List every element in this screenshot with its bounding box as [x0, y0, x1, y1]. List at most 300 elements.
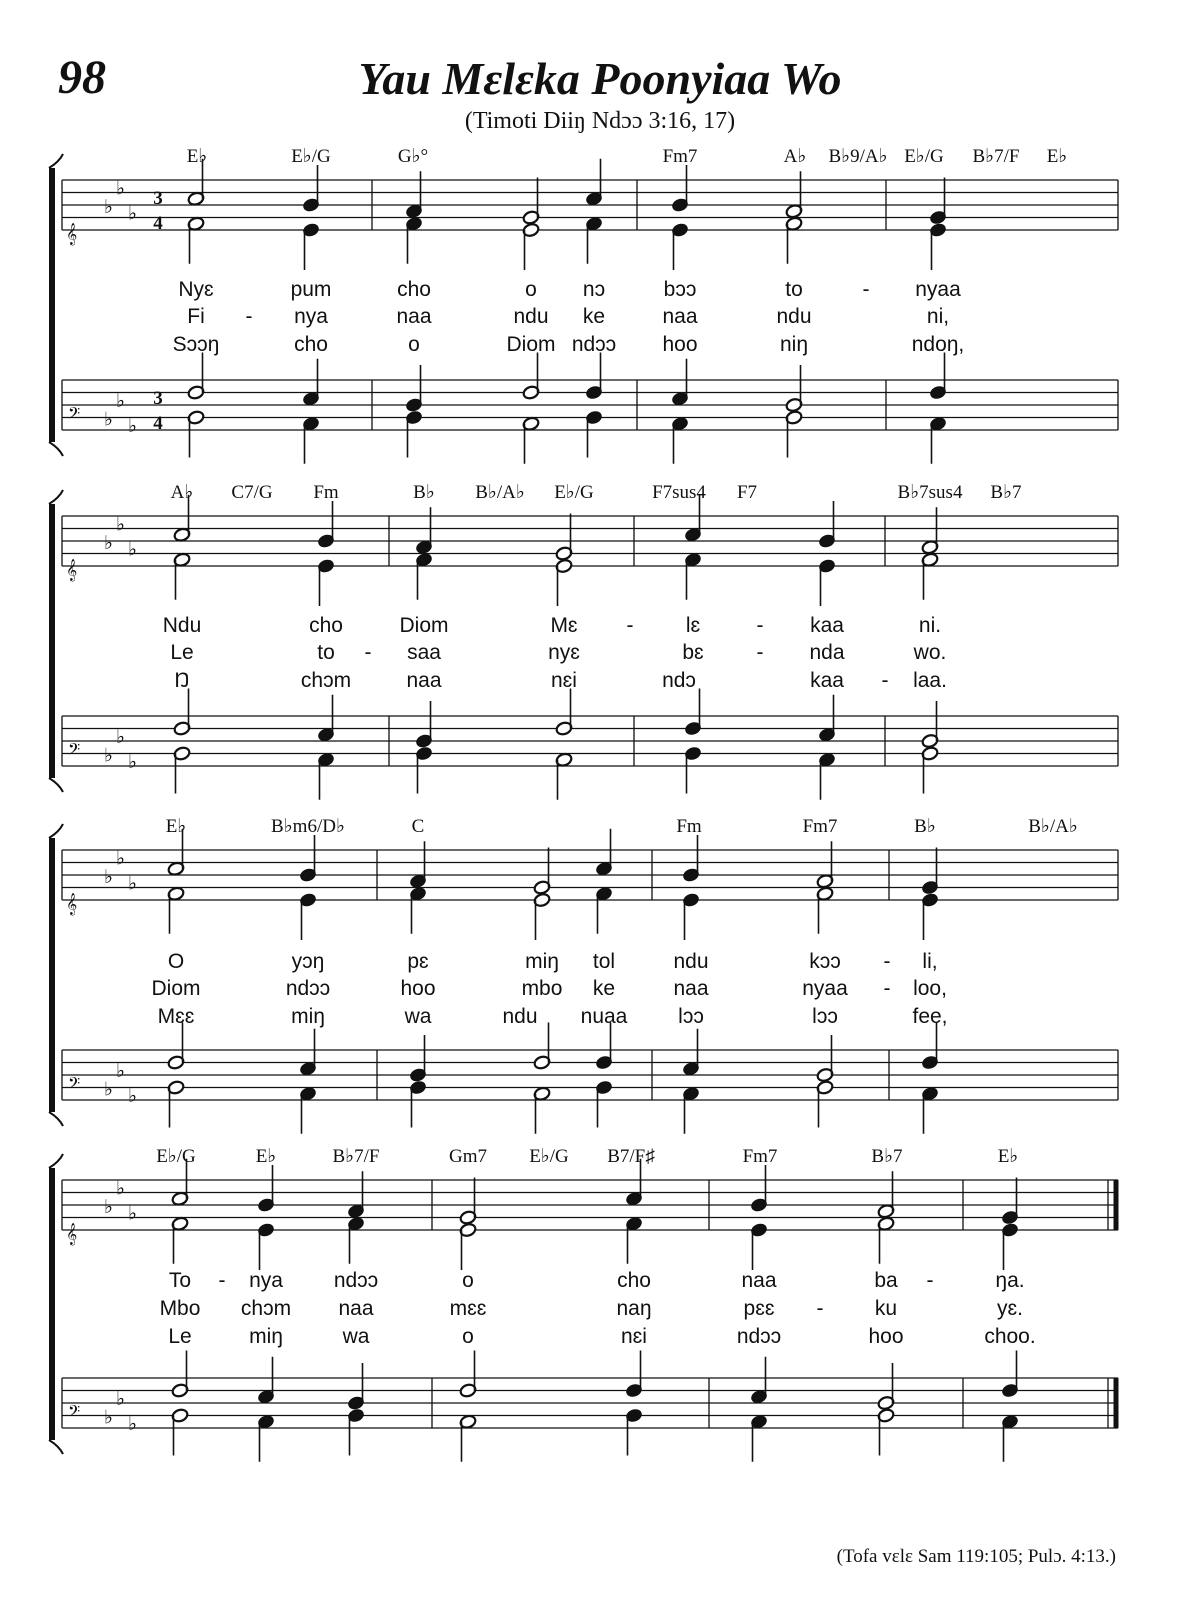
treble-clef-icon: 𝄞	[66, 224, 78, 245]
bass-note	[921, 746, 939, 794]
lyric-syllable: kɔɔ	[809, 950, 841, 973]
lyric-syllable: o	[462, 1325, 474, 1348]
key-signature-flat: ♭	[128, 1413, 137, 1435]
alto-note	[595, 886, 613, 934]
lyric-syllable: mɛɛ	[449, 1297, 487, 1320]
hymn-title: Yau Mɛlɛka Poonyiaa Wo	[358, 53, 842, 104]
soprano-note	[921, 848, 939, 896]
tenor-note	[750, 1357, 768, 1405]
lyric-syllable: kaa	[810, 669, 844, 692]
alto-note	[459, 1222, 477, 1270]
key-signature-flat: ♭	[128, 415, 137, 437]
lyric-syllable: nyaa	[915, 278, 961, 301]
soprano-note	[533, 848, 551, 896]
key-signature-flat: ♭	[104, 867, 113, 888]
lyric-syllable: ndu	[513, 305, 549, 328]
lyric-syllable: to	[317, 641, 335, 664]
key-signature-flat: ♭	[116, 726, 125, 748]
lyric-syllable: ndu	[776, 305, 812, 328]
bass-note	[1001, 1414, 1019, 1462]
lyric-syllable: lɔɔ	[812, 1005, 838, 1028]
key-signature-flat: ♭	[128, 203, 137, 225]
bass-note	[671, 416, 689, 464]
tenor-note	[671, 359, 689, 407]
lyric-syllable: naa	[673, 977, 709, 1000]
lyric-syllable: lɛ	[685, 614, 701, 637]
soprano-note	[257, 1165, 275, 1213]
key-signature-flat: ♭	[128, 539, 137, 561]
chord-symbol: E♭	[1046, 146, 1068, 167]
bass-note	[405, 410, 423, 458]
lyric-syllable: fee,	[912, 1005, 948, 1028]
chord-symbol: B♭7/F	[972, 146, 1020, 167]
tenor-note	[257, 1357, 275, 1405]
lyric-syllable: -	[881, 669, 889, 692]
key-signature-flat: ♭	[128, 751, 137, 773]
lyric-syllable: miŋ	[291, 1005, 325, 1028]
tenor-note	[187, 353, 205, 401]
tenor-note	[585, 353, 603, 401]
alto-note	[173, 552, 191, 600]
lyric-syllable: nya	[294, 305, 328, 328]
alto-note	[555, 558, 573, 606]
bass-note	[750, 1414, 768, 1462]
chord-symbol: Gm7	[449, 1146, 487, 1167]
tenor-note	[785, 365, 803, 413]
lyric-syllable: Nyɛ	[178, 278, 214, 301]
lyric-syllable: ndoŋ,	[911, 333, 965, 356]
lyric-syllable: -	[883, 977, 891, 1000]
key-signature-flat: ♭	[116, 390, 125, 412]
bass-clef-icon: 𝄢	[68, 1403, 81, 1425]
chord-symbol: B♭7	[990, 482, 1022, 503]
lyric-syllable: naa	[406, 669, 442, 692]
key-signature-flat: ♭	[104, 745, 113, 767]
lyric-syllable: Ndu	[162, 614, 202, 637]
bass-note	[167, 1080, 185, 1128]
tenor-note	[877, 1363, 895, 1411]
tenor-note	[459, 1351, 477, 1399]
chord-symbol: E♭/G	[156, 1146, 196, 1167]
lyric-syllable: choo.	[984, 1325, 1036, 1348]
lyric-syllable: nɛi	[551, 669, 577, 692]
soprano-note	[682, 835, 700, 883]
alto-note	[750, 1222, 768, 1270]
key-signature-flat: ♭	[116, 514, 125, 536]
alto-note	[302, 222, 320, 270]
tenor-note	[415, 701, 433, 749]
lyric-syllable: ndɔɔ	[333, 1269, 379, 1292]
bass-note	[299, 1086, 317, 1134]
soprano-note	[877, 1171, 895, 1219]
alto-note	[415, 552, 433, 600]
lyric-syllable: wo.	[913, 641, 947, 664]
bass-note	[585, 410, 603, 458]
chord-symbol: G♭°	[397, 146, 429, 167]
soprano-note	[302, 165, 320, 213]
key-signature-flat: ♭	[104, 533, 113, 554]
soprano-note	[585, 159, 603, 207]
lyric-syllable: -	[862, 278, 870, 301]
soprano-note	[929, 178, 947, 226]
chord-symbol: B♭7sus4	[897, 482, 963, 503]
lyric-syllable: ndu	[502, 1005, 538, 1028]
tenor-note	[522, 353, 540, 401]
tenor-note	[405, 365, 423, 413]
lyric-syllable: ni.	[918, 614, 942, 637]
chord-symbol: E♭/G	[904, 146, 944, 167]
lyric-syllable: ndɔɔ	[285, 977, 331, 1000]
lyric-syllable: yɛ.	[997, 1297, 1023, 1320]
chord-symbol: E♭	[186, 146, 208, 167]
tenor-note	[921, 1023, 939, 1071]
footnote: (Tofa vɛlɛ Sam 119:105; Pulɔ. 4:13.)	[836, 1546, 1116, 1567]
lyric-syllable: ku	[874, 1297, 898, 1320]
bass-note	[555, 752, 573, 800]
key-signature-flat: ♭	[104, 409, 113, 431]
chord-symbol: E♭	[997, 1146, 1019, 1167]
soprano-note	[409, 841, 427, 889]
key-signature-flat: ♭	[104, 1407, 113, 1429]
alto-note	[1001, 1222, 1019, 1270]
bracket-hook	[49, 778, 63, 792]
lyric-syllable: naa	[396, 305, 432, 328]
lyric-syllable: laa.	[913, 669, 947, 692]
key-signature-flat: ♭	[128, 1203, 137, 1225]
lyric-syllable: -	[364, 641, 372, 664]
alto-note	[921, 892, 939, 940]
bracket-hook	[49, 154, 63, 168]
lyric-syllable: -	[245, 305, 253, 328]
bass-note	[173, 746, 191, 794]
alto-note	[877, 1216, 895, 1264]
lyric-syllable: pum	[290, 278, 332, 301]
tenor-note	[818, 695, 836, 743]
lyric-syllable: Mɛɛ	[157, 1005, 195, 1028]
alto-note	[187, 216, 205, 264]
soprano-note	[1001, 1178, 1019, 1226]
tenor-note	[682, 1029, 700, 1077]
chord-symbol: E♭	[255, 1146, 277, 1167]
lyric-syllable: naa	[741, 1269, 777, 1292]
time-signature-top: 3	[153, 388, 163, 409]
key-signature-flat: ♭	[104, 1079, 113, 1101]
chord-symbol: E♭/G	[529, 1146, 569, 1167]
lyric-syllable: yɔŋ	[291, 950, 325, 973]
lyric-syllable: ndu	[673, 950, 709, 973]
alto-note	[818, 558, 836, 606]
key-signature-flat: ♭	[104, 1197, 113, 1218]
tenor-note	[625, 1351, 643, 1399]
bass-note	[257, 1414, 275, 1462]
key-signature-flat: ♭	[116, 1060, 125, 1082]
lyric-syllable: ke	[592, 977, 616, 1000]
lyric-syllable: nɔ	[582, 278, 606, 301]
bass-clef-icon: 𝄢	[68, 1075, 81, 1097]
chord-symbol: E♭/G	[291, 146, 331, 167]
lyric-syllable: pɛɛ	[743, 1297, 775, 1320]
lyric-syllable: loo,	[913, 977, 947, 1000]
lyric-syllable: ke	[582, 305, 606, 328]
key-signature-flat: ♭	[116, 1178, 125, 1200]
alto-note	[347, 1216, 365, 1264]
bracket-hook	[49, 1440, 63, 1454]
chord-symbol: Fm7	[742, 1146, 778, 1167]
alto-note	[682, 892, 700, 940]
alto-note	[921, 552, 939, 600]
treble-clef-icon: 𝄞	[66, 894, 78, 915]
lyric-syllable: to	[785, 278, 803, 301]
lyric-syllable: ndɔɔ	[736, 1325, 782, 1348]
lyric-syllable: wa	[404, 1005, 432, 1028]
lyric-syllable: Mɛ	[550, 614, 578, 637]
lyric-syllable: ni,	[926, 305, 950, 328]
chord-symbol: Fm7	[662, 146, 698, 167]
bass-note	[625, 1408, 643, 1456]
soprano-note	[785, 171, 803, 219]
tenor-note	[173, 689, 191, 737]
key-signature-flat: ♭	[128, 1085, 137, 1107]
chord-symbol: E♭	[165, 816, 187, 837]
chord-symbol: B♭/A♭	[1028, 816, 1078, 837]
bass-note	[921, 1086, 939, 1134]
lyric-syllable: nuaa	[580, 1005, 628, 1028]
lyric-syllable: naŋ	[616, 1297, 652, 1320]
soprano-note	[522, 178, 540, 226]
lyric-syllable: naa	[338, 1297, 374, 1320]
soprano-note	[555, 514, 573, 562]
tenor-note	[302, 359, 320, 407]
lyric-syllable: Le	[168, 1325, 192, 1348]
bass-note	[409, 1080, 427, 1128]
bass-clef-icon: 𝄢	[68, 741, 81, 763]
lyric-syllable: Fi	[187, 305, 205, 328]
lyric-syllable: ŋa.	[995, 1269, 1025, 1292]
tenor-note	[921, 701, 939, 749]
time-signature-bottom: 4	[153, 213, 163, 234]
bass-note	[317, 752, 335, 800]
lyric-syllable: pɛ	[407, 950, 429, 973]
lyric-syllable: Ŋ	[174, 669, 190, 692]
lyric-syllable: hoo	[400, 977, 436, 1000]
lyric-syllable: bɛ	[682, 641, 704, 664]
lyric-syllable: mbo	[521, 977, 563, 1000]
tenor-note	[816, 1035, 834, 1083]
bass-note	[595, 1080, 613, 1128]
tenor-note	[299, 1029, 317, 1077]
bass-note	[684, 746, 702, 794]
chord-symbol: B♭7/F	[332, 1146, 380, 1167]
lyric-syllable: nyaa	[802, 977, 848, 1000]
alto-note	[167, 886, 185, 934]
chord-symbol: Fm7	[802, 816, 838, 837]
lyric-syllable: Le	[170, 641, 194, 664]
soprano-note	[299, 835, 317, 883]
lyric-syllable: -	[626, 614, 634, 637]
bass-note	[302, 416, 320, 464]
tenor-note	[1001, 1351, 1019, 1399]
lyric-syllable: -	[816, 1297, 824, 1320]
lyric-syllable: ndɔ	[662, 669, 696, 692]
bass-note	[877, 1408, 895, 1456]
bracket-hook	[49, 442, 63, 456]
alto-note	[671, 222, 689, 270]
lyric-syllable: hoo	[662, 333, 698, 356]
time-signature-top: 3	[153, 188, 163, 209]
bass-note	[816, 1080, 834, 1128]
lyric-syllable: wa	[342, 1325, 370, 1348]
lyric-syllable: naa	[662, 305, 698, 328]
tenor-note	[409, 1035, 427, 1083]
bass-note	[459, 1414, 477, 1462]
bass-note	[785, 410, 803, 458]
bass-note	[187, 410, 205, 458]
bass-note	[818, 752, 836, 800]
bass-note	[929, 416, 947, 464]
chord-symbol: F7sus4	[652, 482, 706, 503]
bass-clef-icon: 𝄢	[68, 405, 81, 427]
chord-symbol: B♭7	[871, 1146, 903, 1167]
chord-symbol: A♭	[783, 146, 807, 167]
tenor-note	[347, 1363, 365, 1411]
lyric-syllable: chɔm	[300, 669, 352, 692]
scripture-reference: (Timoti Diiŋ Ndɔɔ 3:16, 17)	[464, 108, 736, 134]
lyric-syllable: Diom	[399, 614, 449, 637]
chord-symbol: A♭	[170, 482, 194, 503]
chord-symbol: B♭/A♭	[475, 482, 525, 503]
alto-note	[405, 216, 423, 264]
key-signature-flat: ♭	[104, 197, 113, 218]
tenor-note	[167, 1023, 185, 1071]
alto-note	[317, 558, 335, 606]
lyric-syllable: lɔɔ	[678, 1005, 704, 1028]
soprano-note	[317, 501, 335, 549]
alto-note	[257, 1222, 275, 1270]
bass-note	[415, 746, 433, 794]
bracket-hook	[49, 824, 63, 838]
lyric-syllable: tol	[592, 950, 616, 973]
tenor-note	[171, 1351, 189, 1399]
chord-symbol: E♭/G	[554, 482, 594, 503]
soprano-note	[595, 829, 613, 877]
alto-note	[171, 1216, 189, 1264]
time-signature-bottom: 4	[153, 413, 163, 434]
lyric-syllable: Diom	[151, 977, 201, 1000]
lyric-syllable: nyɛ	[548, 641, 580, 664]
lyric-syllable: nda	[809, 641, 845, 664]
lyric-syllable: To	[168, 1269, 192, 1292]
chord-symbol: B♭9/A♭	[828, 146, 888, 167]
bracket-hook	[49, 490, 63, 504]
lyric-syllable: nya	[249, 1269, 283, 1292]
tenor-note	[555, 689, 573, 737]
key-signature-flat: ♭	[116, 1388, 125, 1410]
bass-note	[347, 1408, 365, 1456]
alto-note	[522, 222, 540, 270]
lyric-syllable: saa	[407, 641, 441, 664]
bass-note	[533, 1086, 551, 1134]
chord-symbol: Fm	[676, 816, 702, 837]
alto-note	[816, 886, 834, 934]
chord-symbol: B♭	[914, 816, 936, 837]
soprano-note	[750, 1165, 768, 1213]
lyric-syllable: cho	[309, 614, 343, 637]
alto-note	[929, 222, 947, 270]
lyric-syllable: o	[462, 1269, 474, 1292]
lyric-syllable: -	[218, 1269, 226, 1292]
lyric-syllable: miŋ	[525, 950, 559, 973]
alto-note	[409, 886, 427, 934]
key-signature-flat: ♭	[128, 873, 137, 895]
bracket-hook	[49, 1154, 63, 1168]
tenor-note	[317, 695, 335, 743]
soprano-note	[347, 1171, 365, 1219]
bass-note	[171, 1408, 189, 1456]
alto-note	[684, 552, 702, 600]
chord-symbol: B♭	[413, 482, 435, 503]
alto-note	[785, 216, 803, 264]
alto-note	[585, 216, 603, 264]
key-signature-flat: ♭	[116, 178, 125, 200]
hymn-number: 98	[58, 51, 106, 104]
lyric-syllable: -	[756, 641, 764, 664]
lyric-syllable: -	[883, 950, 891, 973]
lyric-syllable: nɛi	[621, 1325, 647, 1348]
alto-note	[533, 892, 551, 940]
treble-clef-icon: 𝄞	[66, 1224, 78, 1245]
soprano-note	[921, 507, 939, 555]
chord-symbol: Fm	[313, 482, 339, 503]
tenor-note	[595, 1023, 613, 1071]
soprano-note	[405, 171, 423, 219]
soprano-note	[459, 1178, 477, 1226]
lyric-syllable: -	[926, 1269, 934, 1292]
soprano-note	[415, 507, 433, 555]
bass-note	[682, 1086, 700, 1134]
lyric-syllable: Mbo	[159, 1297, 201, 1320]
lyric-syllable: ndɔɔ	[571, 333, 617, 356]
lyric-syllable: kaa	[810, 614, 844, 637]
lyric-syllable: cho	[617, 1269, 651, 1292]
lyric-syllable: ba	[874, 1269, 898, 1292]
lyric-syllable: bɔɔ	[663, 278, 697, 301]
soprano-note	[671, 165, 689, 213]
treble-clef-icon: 𝄞	[66, 560, 78, 581]
alto-note	[299, 892, 317, 940]
chord-symbol: C	[411, 816, 425, 837]
chord-symbol: B♭m6/D♭	[271, 816, 345, 837]
lyric-syllable: cho	[397, 278, 431, 301]
lyric-syllable: miŋ	[249, 1325, 283, 1348]
lyric-syllable: hoo	[868, 1325, 904, 1348]
key-signature-flat: ♭	[116, 848, 125, 870]
lyric-syllable: o	[408, 333, 420, 356]
tenor-note	[684, 689, 702, 737]
lyric-syllable: Sɔɔŋ	[172, 333, 220, 356]
lyric-syllable: chɔm	[240, 1297, 292, 1320]
lyric-syllable: li,	[922, 950, 938, 973]
lyric-syllable: -	[756, 614, 764, 637]
lyric-syllable: o	[525, 278, 537, 301]
chord-symbol: F7	[736, 482, 758, 503]
lyric-syllable: Diom	[506, 333, 556, 356]
chord-symbol: C7/G	[231, 482, 273, 503]
soprano-note	[816, 841, 834, 889]
tenor-note	[533, 1023, 551, 1071]
bracket-hook	[49, 1112, 63, 1126]
lyric-syllable: niŋ	[779, 333, 809, 356]
tenor-note	[929, 353, 947, 401]
